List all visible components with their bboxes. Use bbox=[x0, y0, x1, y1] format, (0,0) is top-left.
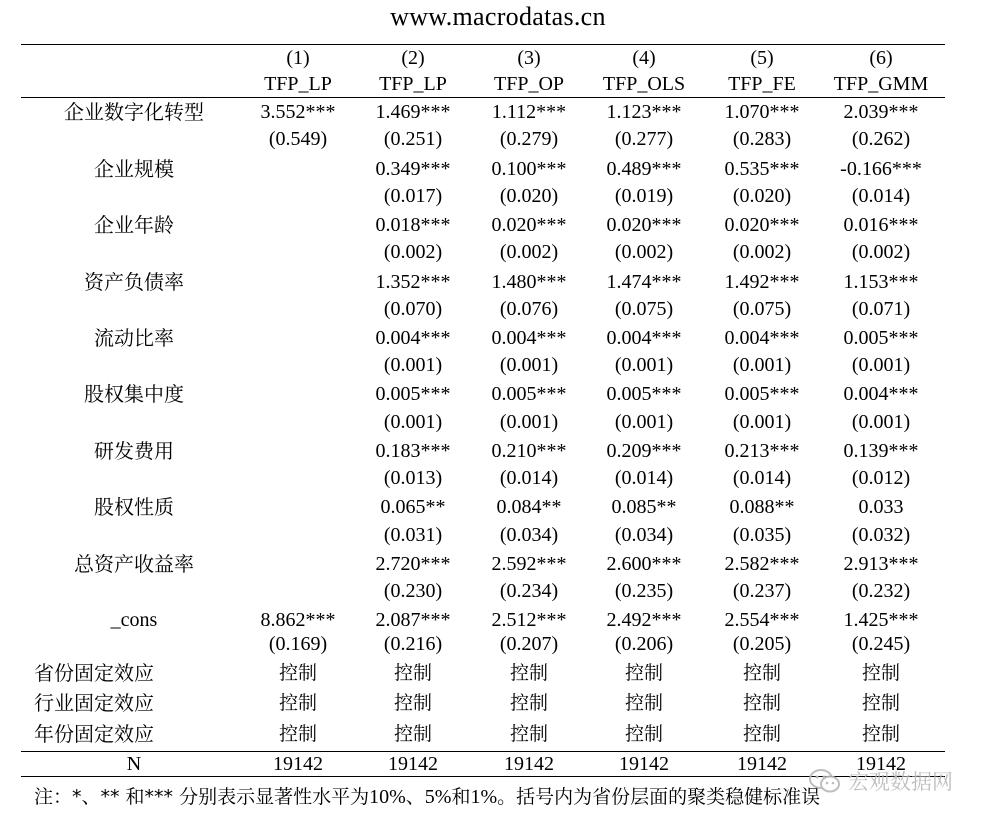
row-label: 企业数字化转型 bbox=[64, 100, 204, 124]
coefficient: 0.210*** bbox=[491, 440, 567, 462]
fixed-effect-value: 控制 bbox=[742, 662, 782, 684]
coefficient: 0.084** bbox=[496, 496, 562, 518]
fixed-effect-label: 行业固定效应 bbox=[34, 691, 154, 715]
column-name: TFP_FE bbox=[728, 73, 796, 95]
standard-error: (0.034) bbox=[614, 524, 674, 546]
coefficient: 0.535*** bbox=[724, 158, 800, 180]
column-number: (2) bbox=[401, 47, 425, 69]
note-mid2: 和 bbox=[451, 786, 471, 808]
standard-error: (0.012) bbox=[851, 467, 911, 489]
bottom-rule bbox=[21, 776, 945, 777]
standard-error: (0.001) bbox=[851, 411, 911, 433]
top-rule bbox=[21, 44, 945, 45]
standard-error: (0.020) bbox=[732, 185, 792, 207]
standard-error: (0.076) bbox=[499, 298, 559, 320]
table-note bbox=[34, 782, 820, 809]
row-label: 股权性质 bbox=[94, 495, 174, 519]
coefficient: 0.005*** bbox=[724, 383, 800, 405]
standard-error: (0.001) bbox=[614, 411, 674, 433]
observations: 19142 bbox=[619, 753, 669, 775]
row-label: 总资产收益率 bbox=[74, 552, 194, 576]
row-label: 流动比率 bbox=[94, 326, 174, 350]
fixed-effect-label: 省份固定效应 bbox=[34, 661, 154, 685]
coefficient: 0.020*** bbox=[491, 214, 567, 236]
column-name: TFP_GMM bbox=[833, 73, 929, 95]
standard-error: (0.020) bbox=[499, 185, 559, 207]
coefficient: 0.489*** bbox=[606, 158, 682, 180]
standard-error: (0.071) bbox=[851, 298, 911, 320]
standard-error: (0.014) bbox=[499, 467, 559, 489]
standard-error: (0.014) bbox=[732, 467, 792, 489]
coefficient: 2.512*** bbox=[491, 609, 567, 631]
fixed-effect-value: 控制 bbox=[278, 662, 318, 684]
coefficient: 2.720*** bbox=[375, 553, 451, 575]
coefficient: 0.349*** bbox=[375, 158, 451, 180]
note-prefix: 注：*、** 和*** 分别表示显著性水平为 bbox=[34, 786, 370, 808]
standard-error: (0.002) bbox=[383, 241, 443, 263]
coefficient: 0.004*** bbox=[843, 383, 919, 405]
coefficient: 0.033 bbox=[858, 496, 904, 518]
standard-error: (0.549) bbox=[268, 128, 328, 150]
coefficient: 1.153*** bbox=[843, 271, 919, 293]
standard-error: (0.230) bbox=[383, 580, 443, 602]
standard-error: (0.205) bbox=[732, 633, 792, 655]
coefficient: 2.913*** bbox=[843, 553, 919, 575]
coefficient: 1.112*** bbox=[491, 101, 567, 123]
standard-error: (0.251) bbox=[383, 128, 443, 150]
fixed-effect-value: 控制 bbox=[278, 723, 318, 745]
row-label: 企业年龄 bbox=[94, 213, 174, 237]
coefficient: 1.123*** bbox=[606, 101, 682, 123]
coefficient: 0.088** bbox=[729, 496, 795, 518]
n-label: N bbox=[126, 753, 142, 775]
standard-error: (0.002) bbox=[851, 241, 911, 263]
coefficient: 1.480*** bbox=[491, 271, 567, 293]
fixed-effect-value: 控制 bbox=[861, 723, 901, 745]
column-name: TFP_OP bbox=[493, 73, 565, 95]
column-number: (4) bbox=[632, 47, 656, 69]
standard-error: (0.034) bbox=[499, 524, 559, 546]
fixed-effect-label: 年份固定效应 bbox=[34, 722, 154, 746]
standard-error: (0.031) bbox=[383, 524, 443, 546]
standard-error: (0.001) bbox=[732, 354, 792, 376]
note-p2: 5% bbox=[424, 786, 452, 808]
standard-error: (0.002) bbox=[732, 241, 792, 263]
observations: 19142 bbox=[737, 753, 787, 775]
coefficient: 0.183*** bbox=[375, 440, 451, 462]
coefficient: 0.004*** bbox=[375, 327, 451, 349]
fixed-effect-value: 控制 bbox=[509, 662, 549, 684]
standard-error: (0.002) bbox=[614, 241, 674, 263]
fixed-effect-value: 控制 bbox=[624, 723, 664, 745]
standard-error: (0.014) bbox=[614, 467, 674, 489]
fixed-effect-value: 控制 bbox=[861, 692, 901, 714]
standard-error: (0.019) bbox=[614, 185, 674, 207]
coefficient: 0.004*** bbox=[491, 327, 567, 349]
coefficient: 1.425*** bbox=[843, 609, 919, 631]
standard-error: (0.001) bbox=[499, 354, 559, 376]
coefficient: 0.020*** bbox=[724, 214, 800, 236]
standard-error: (0.001) bbox=[614, 354, 674, 376]
observations: 19142 bbox=[504, 753, 554, 775]
coefficient: 2.592*** bbox=[491, 553, 567, 575]
standard-error: (0.234) bbox=[499, 580, 559, 602]
standard-error: (0.001) bbox=[383, 411, 443, 433]
coefficient: 0.005*** bbox=[843, 327, 919, 349]
fixed-effect-value: 控制 bbox=[509, 723, 549, 745]
coefficient: 1.492*** bbox=[724, 271, 800, 293]
coefficient: 1.070*** bbox=[724, 101, 800, 123]
row-label: 企业规模 bbox=[94, 157, 174, 181]
coefficient: 0.209*** bbox=[606, 440, 682, 462]
coefficient: 1.352*** bbox=[375, 271, 451, 293]
standard-error: (0.001) bbox=[499, 411, 559, 433]
standard-error: (0.262) bbox=[851, 128, 911, 150]
observations: 19142 bbox=[856, 753, 906, 775]
coefficient: 0.139*** bbox=[843, 440, 919, 462]
coefficient: 0.100*** bbox=[491, 158, 567, 180]
standard-error: (0.206) bbox=[614, 633, 674, 655]
coefficient: 0.018*** bbox=[375, 214, 451, 236]
n-top-rule bbox=[21, 751, 945, 752]
standard-error: (0.032) bbox=[851, 524, 911, 546]
coefficient: 0.065** bbox=[380, 496, 446, 518]
row-label: 资产负债率 bbox=[84, 270, 184, 294]
standard-error: (0.002) bbox=[499, 241, 559, 263]
column-number: (5) bbox=[750, 47, 774, 69]
note-p3: 1% bbox=[470, 786, 498, 808]
note-suffix: 。括号内为省份层面的聚类稳健标准误 bbox=[497, 786, 821, 808]
coefficient: 0.016*** bbox=[843, 214, 919, 236]
standard-error: (0.014) bbox=[851, 185, 911, 207]
standard-error: (0.216) bbox=[383, 633, 443, 655]
column-number: (1) bbox=[286, 47, 310, 69]
standard-error: (0.035) bbox=[732, 524, 792, 546]
fixed-effect-value: 控制 bbox=[509, 692, 549, 714]
coefficient: 8.862*** bbox=[260, 609, 336, 631]
standard-error: (0.235) bbox=[614, 580, 674, 602]
coefficient: 2.600*** bbox=[606, 553, 682, 575]
standard-error: (0.075) bbox=[614, 298, 674, 320]
header-rule bbox=[21, 97, 945, 98]
coefficient: 2.492*** bbox=[606, 609, 682, 631]
coefficient: 2.039*** bbox=[843, 101, 919, 123]
coefficient: 0.005*** bbox=[606, 383, 682, 405]
fixed-effect-value: 控制 bbox=[742, 723, 782, 745]
column-number: (6) bbox=[869, 47, 893, 69]
fixed-effect-value: 控制 bbox=[393, 692, 433, 714]
standard-error: (0.070) bbox=[383, 298, 443, 320]
coefficient: -0.166*** bbox=[840, 158, 922, 180]
row-label: 股权集中度 bbox=[84, 382, 184, 406]
row-label: _cons bbox=[110, 609, 158, 631]
standard-error: (0.075) bbox=[732, 298, 792, 320]
wechat-icon bbox=[808, 768, 842, 794]
standard-error: (0.001) bbox=[732, 411, 792, 433]
fixed-effect-value: 控制 bbox=[393, 723, 433, 745]
column-name: TFP_LP bbox=[264, 73, 332, 95]
column-name: TFP_OLS bbox=[602, 73, 686, 95]
coefficient: 0.005*** bbox=[491, 383, 567, 405]
standard-error: (0.207) bbox=[499, 633, 559, 655]
standard-error: (0.001) bbox=[383, 354, 443, 376]
coefficient: 2.087*** bbox=[375, 609, 451, 631]
standard-error: (0.001) bbox=[851, 354, 911, 376]
coefficient: 2.554*** bbox=[724, 609, 800, 631]
coefficient: 0.005*** bbox=[375, 383, 451, 405]
standard-error: (0.169) bbox=[268, 633, 328, 655]
coefficient: 3.552*** bbox=[260, 101, 336, 123]
column-number: (3) bbox=[517, 47, 541, 69]
standard-error: (0.277) bbox=[614, 128, 674, 150]
fixed-effect-value: 控制 bbox=[624, 662, 664, 684]
row-label: 研发费用 bbox=[94, 439, 174, 463]
coefficient: 0.085** bbox=[611, 496, 677, 518]
note-mid1: 、 bbox=[405, 786, 425, 808]
fixed-effect-value: 控制 bbox=[278, 692, 318, 714]
coefficient: 0.213*** bbox=[724, 440, 800, 462]
coefficient: 1.474*** bbox=[606, 271, 682, 293]
standard-error: (0.279) bbox=[499, 128, 559, 150]
fixed-effect-value: 控制 bbox=[624, 692, 664, 714]
standard-error: (0.245) bbox=[851, 633, 911, 655]
standard-error: (0.237) bbox=[732, 580, 792, 602]
coefficient: 0.020*** bbox=[606, 214, 682, 236]
standard-error: (0.283) bbox=[732, 128, 792, 150]
watermark bbox=[808, 766, 953, 796]
observations: 19142 bbox=[388, 753, 438, 775]
watermark-text: 宏观数据网 bbox=[848, 770, 953, 794]
coefficient: 0.004*** bbox=[606, 327, 682, 349]
standard-error: (0.017) bbox=[383, 185, 443, 207]
fixed-effect-value: 控制 bbox=[393, 662, 433, 684]
page-title: www.macrodatas.cn bbox=[390, 2, 606, 31]
observations: 19142 bbox=[273, 753, 323, 775]
standard-error: (0.013) bbox=[383, 467, 443, 489]
coefficient: 0.004*** bbox=[724, 327, 800, 349]
note-p1: 10% bbox=[369, 786, 406, 808]
standard-error: (0.232) bbox=[851, 580, 911, 602]
column-name: TFP_LP bbox=[379, 73, 447, 95]
coefficient: 1.469*** bbox=[375, 101, 451, 123]
fixed-effect-value: 控制 bbox=[861, 662, 901, 684]
coefficient: 2.582*** bbox=[724, 553, 800, 575]
fixed-effect-value: 控制 bbox=[742, 692, 782, 714]
